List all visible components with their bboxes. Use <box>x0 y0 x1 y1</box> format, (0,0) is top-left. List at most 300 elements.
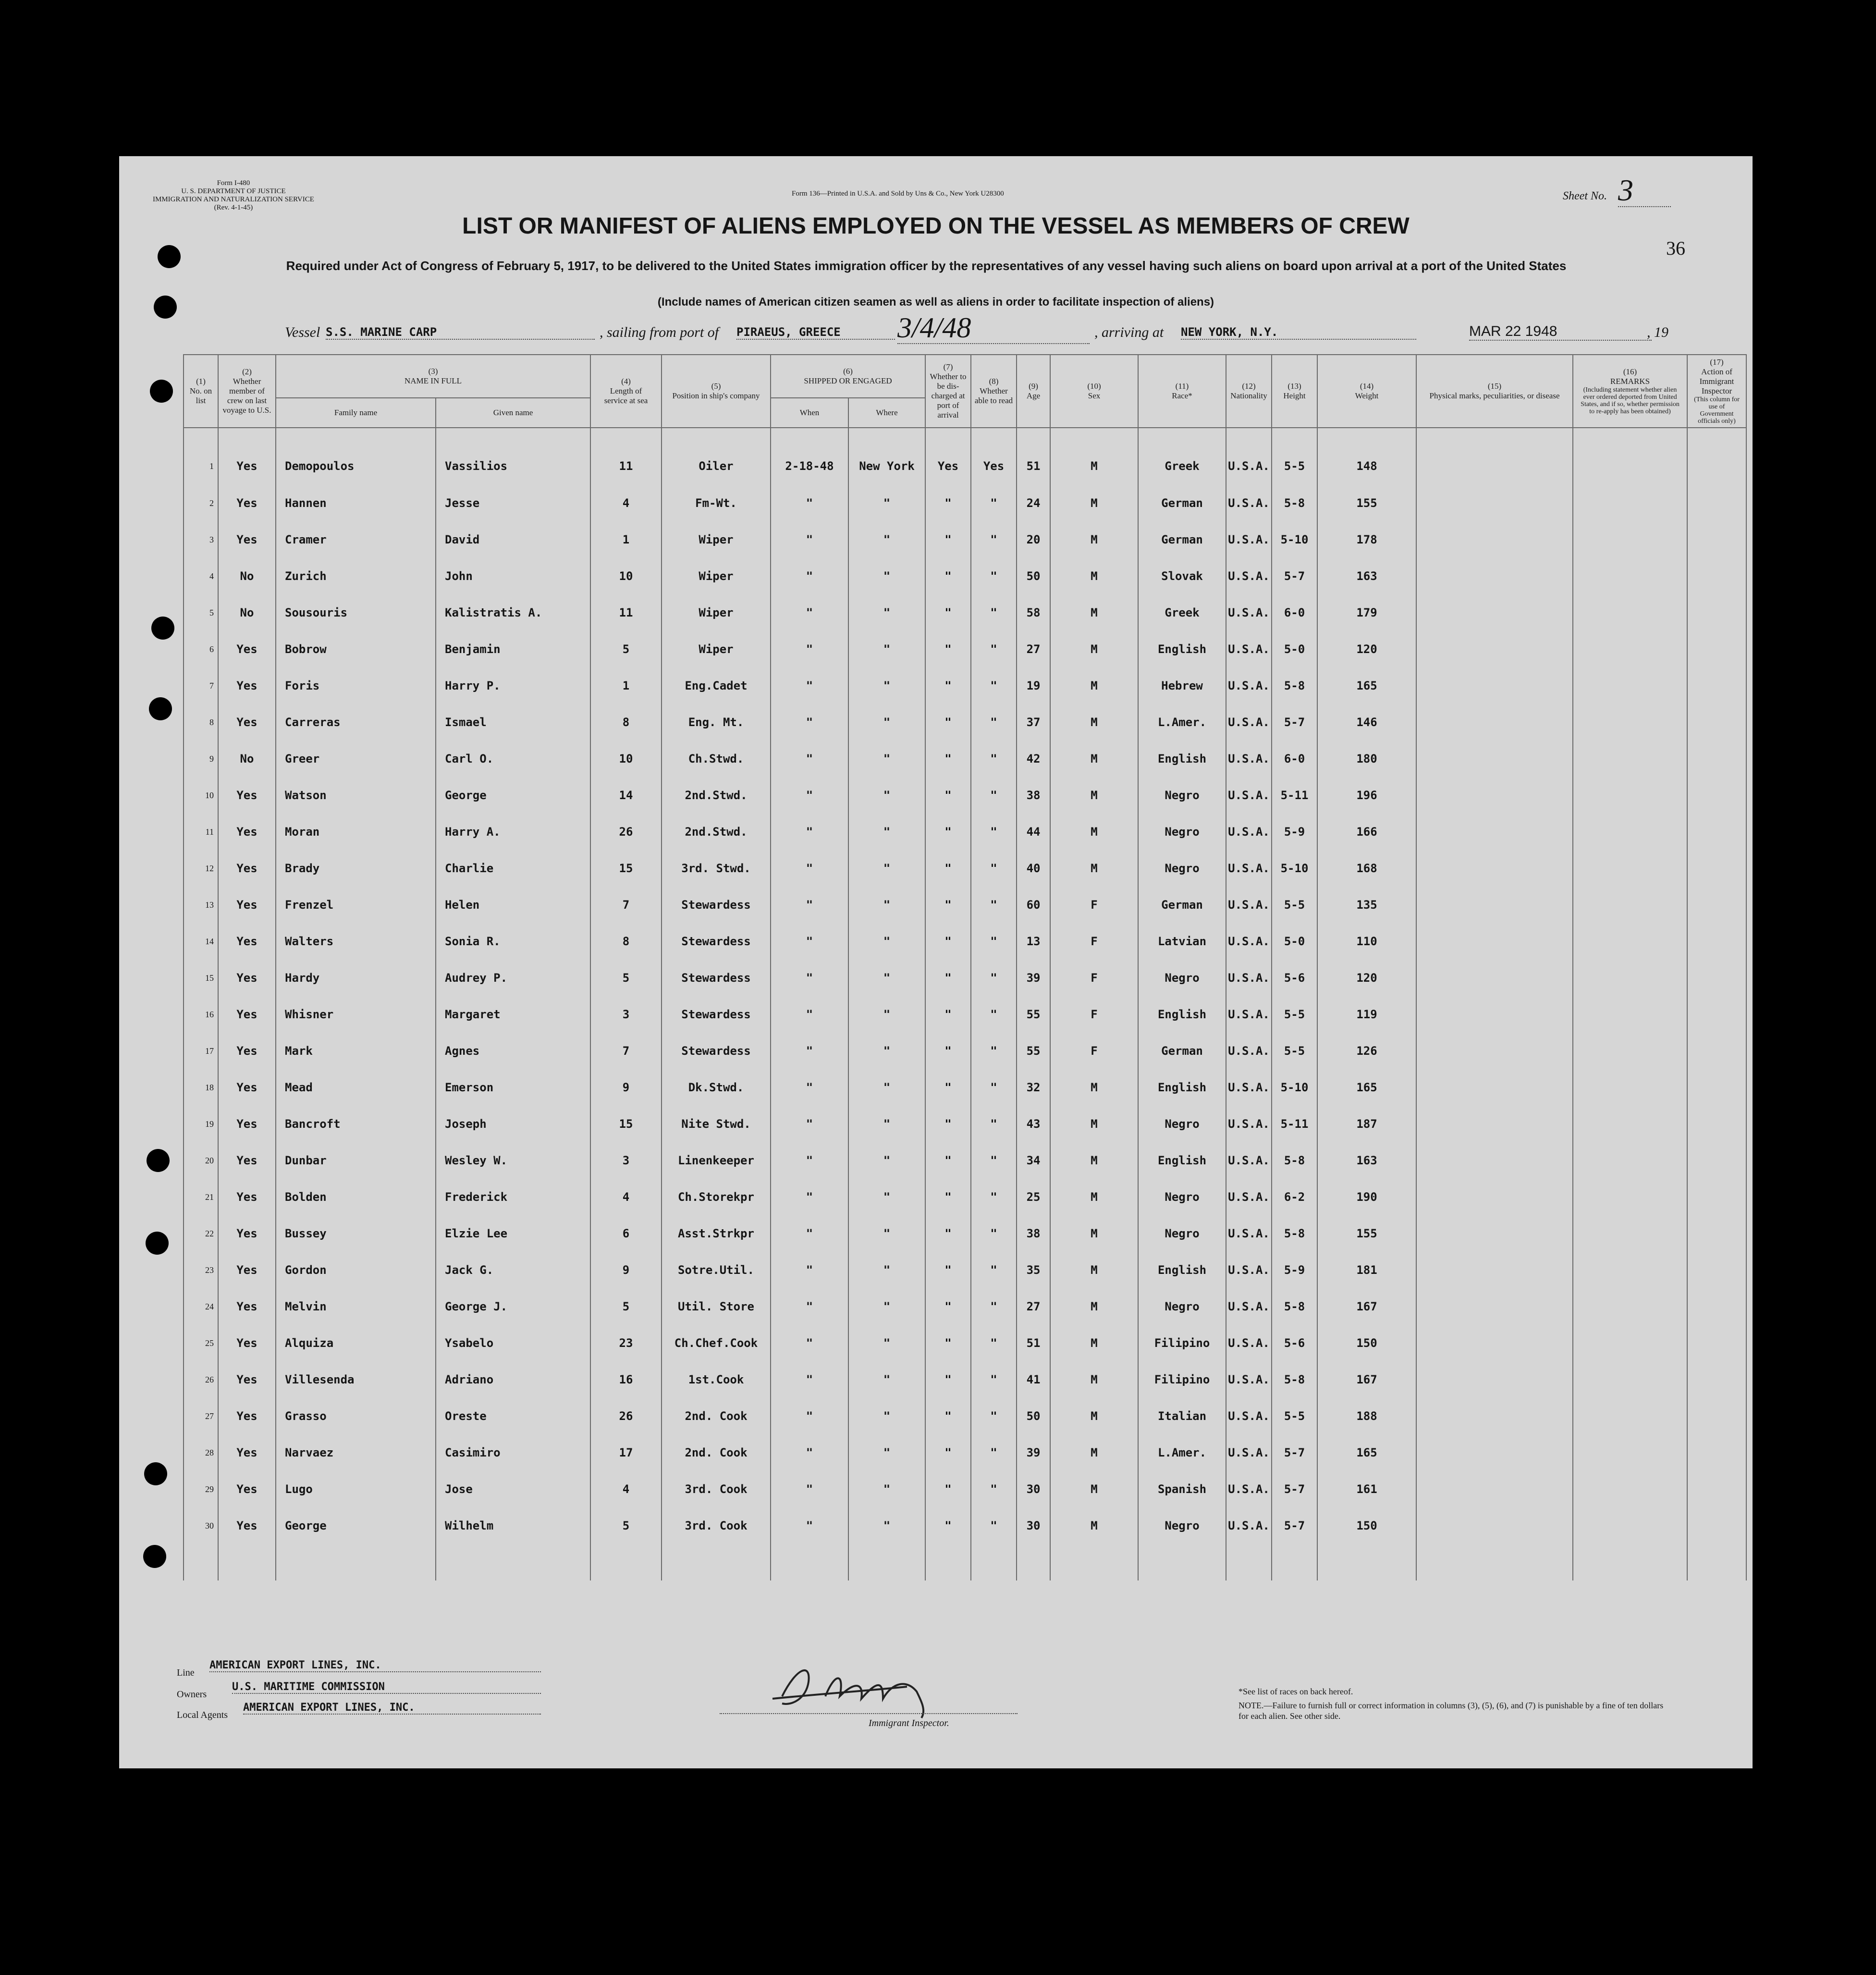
inspector-action <box>1687 1507 1746 1544</box>
race: German <box>1138 1033 1226 1069</box>
nationality: U.S.A. <box>1226 1507 1272 1544</box>
table-row <box>184 1106 1746 1142</box>
race: German <box>1138 485 1226 521</box>
family-name: Hannen <box>276 485 436 521</box>
physical-marks <box>1416 1252 1573 1288</box>
shipped-where: " <box>848 887 925 923</box>
family-name-header: Family name <box>276 398 436 428</box>
punch-hole <box>143 1545 166 1568</box>
family-name: Carreras <box>276 704 436 741</box>
inspector-action <box>1687 1252 1746 1288</box>
given-name: Kalistratis A. <box>436 594 590 631</box>
remarks <box>1573 1471 1687 1507</box>
position: Fm-Wt. <box>662 485 771 521</box>
discharged: " <box>925 741 971 777</box>
position: Wiper <box>662 558 771 594</box>
sex: M <box>1050 741 1138 777</box>
table-row <box>184 1288 1746 1325</box>
col11-header: (11) Race* <box>1138 355 1226 428</box>
given-name: Wesley W. <box>436 1142 590 1179</box>
previous-voyage: Yes <box>218 887 276 923</box>
position: 2nd.Stwd. <box>662 814 771 850</box>
remarks <box>1573 996 1687 1033</box>
arriving-label: , arriving at <box>1094 324 1164 340</box>
inspector-action <box>1687 1288 1746 1325</box>
family-name: Brady <box>276 850 436 887</box>
given-name: Ismael <box>436 704 590 741</box>
previous-voyage: Yes <box>218 960 276 996</box>
shipped-when: " <box>771 1215 848 1252</box>
manifest-sheet <box>119 156 1753 1768</box>
able-to-read: " <box>971 887 1017 923</box>
previous-voyage: Yes <box>218 996 276 1033</box>
race: Filipino <box>1138 1325 1226 1361</box>
position: Stewardess <box>662 887 771 923</box>
age: 39 <box>1017 960 1050 996</box>
height: 5-5 <box>1272 1398 1317 1434</box>
sex: M <box>1050 594 1138 631</box>
race: L.Amer. <box>1138 704 1226 741</box>
agents-value: AMERICAN EXPORT LINES, INC. <box>243 1702 541 1715</box>
remarks <box>1573 1252 1687 1288</box>
row-number: 30 <box>184 1507 218 1544</box>
weight: 196 <box>1317 777 1416 814</box>
able-to-read: " <box>971 1288 1017 1325</box>
shipped-when: 2-18-48 <box>771 428 848 485</box>
remarks <box>1573 1398 1687 1434</box>
nationality: U.S.A. <box>1226 667 1272 704</box>
age: 30 <box>1017 1471 1050 1507</box>
nationality: U.S.A. <box>1226 1069 1272 1106</box>
age: 27 <box>1017 1288 1050 1325</box>
position: Stewardess <box>662 960 771 996</box>
row-number: 2 <box>184 485 218 521</box>
remarks <box>1573 1434 1687 1471</box>
family-name: Dunbar <box>276 1142 436 1179</box>
service-length: 26 <box>590 814 662 850</box>
remarks <box>1573 485 1687 521</box>
nationality: U.S.A. <box>1226 1398 1272 1434</box>
arrival-date-stamp: MAR 22 1948 <box>1469 323 1652 341</box>
age: 50 <box>1017 558 1050 594</box>
previous-voyage: No <box>218 741 276 777</box>
year-label: , 19 <box>1647 324 1668 340</box>
race: English <box>1138 631 1226 667</box>
physical-marks <box>1416 558 1573 594</box>
sex: M <box>1050 1434 1138 1471</box>
previous-voyage: Yes <box>218 923 276 960</box>
position: 1st.Cook <box>662 1361 771 1398</box>
shipped-where: " <box>848 1471 925 1507</box>
weight: 120 <box>1317 631 1416 667</box>
race: Negro <box>1138 1179 1226 1215</box>
position: Ch.Chef.Cook <box>662 1325 771 1361</box>
service-length: 14 <box>590 777 662 814</box>
weight: 119 <box>1317 996 1416 1033</box>
able-to-read: " <box>971 777 1017 814</box>
punch-hole <box>144 1462 167 1485</box>
sex: M <box>1050 667 1138 704</box>
shipped-where: " <box>848 1361 925 1398</box>
remarks <box>1573 814 1687 850</box>
given-name: Elzie Lee <box>436 1215 590 1252</box>
family-name: Mark <box>276 1033 436 1069</box>
discharged: " <box>925 558 971 594</box>
position: Ch.Stwd. <box>662 741 771 777</box>
race: Negro <box>1138 960 1226 996</box>
table-row <box>184 428 1746 485</box>
age: 35 <box>1017 1252 1050 1288</box>
previous-voyage: Yes <box>218 704 276 741</box>
table-row <box>184 631 1746 667</box>
height: 5-5 <box>1272 428 1317 485</box>
shipped-where: " <box>848 704 925 741</box>
sailing-label: , sailing from port of <box>600 324 719 340</box>
family-name: Zurich <box>276 558 436 594</box>
race: Greek <box>1138 594 1226 631</box>
service-length: 15 <box>590 1106 662 1142</box>
col5-header: (5) Position in ship's company <box>662 355 771 428</box>
vessel-name: S.S. MARINE CARP <box>326 325 595 340</box>
remarks <box>1573 1106 1687 1142</box>
physical-marks <box>1416 923 1573 960</box>
age: 44 <box>1017 814 1050 850</box>
shipped-where: " <box>848 996 925 1033</box>
shipped-where: " <box>848 1398 925 1434</box>
age: 58 <box>1017 594 1050 631</box>
family-name: Cramer <box>276 521 436 558</box>
position: Asst.Strkpr <box>662 1215 771 1252</box>
row-number: 28 <box>184 1434 218 1471</box>
shipped-when: " <box>771 850 848 887</box>
service-length: 11 <box>590 428 662 485</box>
shipped-where: " <box>848 1033 925 1069</box>
discharged: " <box>925 1325 971 1361</box>
sex: M <box>1050 1106 1138 1142</box>
table-row <box>184 1434 1746 1471</box>
service-length: 10 <box>590 558 662 594</box>
inspector-action <box>1687 485 1746 521</box>
physical-marks <box>1416 594 1573 631</box>
age: 40 <box>1017 850 1050 887</box>
height: 5-5 <box>1272 887 1317 923</box>
height: 5-10 <box>1272 521 1317 558</box>
remarks <box>1573 850 1687 887</box>
shipped-when: " <box>771 631 848 667</box>
sex: M <box>1050 1507 1138 1544</box>
given-name: Vassilios <box>436 428 590 485</box>
inspector-action <box>1687 631 1746 667</box>
sex: M <box>1050 1179 1138 1215</box>
previous-voyage: Yes <box>218 1507 276 1544</box>
col14-header: (14) Weight <box>1317 355 1416 428</box>
inspector-action <box>1687 1325 1746 1361</box>
family-name: Gordon <box>276 1252 436 1288</box>
nationality: U.S.A. <box>1226 1033 1272 1069</box>
given-name: Ysabelo <box>436 1325 590 1361</box>
previous-voyage: Yes <box>218 1471 276 1507</box>
nationality: U.S.A. <box>1226 1179 1272 1215</box>
shipped-where: " <box>848 667 925 704</box>
able-to-read: " <box>971 996 1017 1033</box>
able-to-read: " <box>971 521 1017 558</box>
race: Negro <box>1138 814 1226 850</box>
nationality: U.S.A. <box>1226 741 1272 777</box>
race: Italian <box>1138 1398 1226 1434</box>
inspector-action <box>1687 1434 1746 1471</box>
previous-voyage: Yes <box>218 777 276 814</box>
able-to-read: " <box>971 1215 1017 1252</box>
remarks <box>1573 1507 1687 1544</box>
sex: M <box>1050 1288 1138 1325</box>
remarks <box>1573 741 1687 777</box>
nationality: U.S.A. <box>1226 1288 1272 1325</box>
col17-header: (17) Action of Immigrant Inspector (This column for use of Government officials only) <box>1687 355 1746 428</box>
previous-voyage: Yes <box>218 1252 276 1288</box>
discharged: " <box>925 1215 971 1252</box>
height: 6-0 <box>1272 741 1317 777</box>
sex: F <box>1050 996 1138 1033</box>
table-row <box>184 667 1746 704</box>
inspector-action <box>1687 1398 1746 1434</box>
discharged: " <box>925 1434 971 1471</box>
nationality: U.S.A. <box>1226 1252 1272 1288</box>
nationality: U.S.A. <box>1226 996 1272 1033</box>
shipped-where: " <box>848 960 925 996</box>
shipped-when: " <box>771 923 848 960</box>
service-length: 11 <box>590 594 662 631</box>
page-stamp: 36 <box>1666 237 1685 259</box>
shipped-when: " <box>771 1179 848 1215</box>
position: Wiper <box>662 631 771 667</box>
shipped-when: " <box>771 1106 848 1142</box>
able-to-read: " <box>971 558 1017 594</box>
able-to-read: " <box>971 631 1017 667</box>
col2-header: (2) Whether member of crew on last voyage to U.S. <box>218 355 276 428</box>
row-number: 7 <box>184 667 218 704</box>
shipped-where: " <box>848 1106 925 1142</box>
previous-voyage: Yes <box>218 1434 276 1471</box>
discharged: " <box>925 1069 971 1106</box>
physical-marks <box>1416 1434 1573 1471</box>
service-length: 23 <box>590 1325 662 1361</box>
given-name-header: Given name <box>436 398 590 428</box>
nationality: U.S.A. <box>1226 704 1272 741</box>
height: 5-7 <box>1272 1434 1317 1471</box>
sex: M <box>1050 1361 1138 1398</box>
able-to-read: " <box>971 1069 1017 1106</box>
shipped-where: " <box>848 558 925 594</box>
weight: 120 <box>1317 960 1416 996</box>
height: 5-5 <box>1272 996 1317 1033</box>
departure-port: PIRAEUS, GREECE <box>736 325 895 340</box>
previous-voyage: Yes <box>218 485 276 521</box>
col6-header: (6) SHIPPED OR ENGAGED <box>771 355 925 398</box>
shipped-where: New York <box>848 428 925 485</box>
table-row <box>184 777 1746 814</box>
race: Slovak <box>1138 558 1226 594</box>
row-number: 20 <box>184 1142 218 1179</box>
table-row <box>184 558 1746 594</box>
height: 5-7 <box>1272 704 1317 741</box>
sex: M <box>1050 1471 1138 1507</box>
inspector-action <box>1687 428 1746 485</box>
table-row <box>184 1471 1746 1507</box>
sex: M <box>1050 1398 1138 1434</box>
form-id-block <box>153 179 314 212</box>
given-name: David <box>436 521 590 558</box>
remarks <box>1573 1142 1687 1179</box>
row-number: 25 <box>184 1325 218 1361</box>
remarks <box>1573 631 1687 667</box>
row-number: 29 <box>184 1471 218 1507</box>
punch-hole <box>151 617 174 640</box>
sex: M <box>1050 1215 1138 1252</box>
nationality: U.S.A. <box>1226 1106 1272 1142</box>
service-length: 4 <box>590 1179 662 1215</box>
previous-voyage: Yes <box>218 1325 276 1361</box>
physical-marks <box>1416 741 1573 777</box>
able-to-read: " <box>971 667 1017 704</box>
weight: 166 <box>1317 814 1416 850</box>
nationality: U.S.A. <box>1226 850 1272 887</box>
inspector-action <box>1687 521 1746 558</box>
physical-marks <box>1416 1398 1573 1434</box>
shipped-when: " <box>771 1434 848 1471</box>
race-footnote: *See list of races on back hereof. <box>1238 1687 1353 1696</box>
previous-voyage: No <box>218 594 276 631</box>
shipped-where: " <box>848 485 925 521</box>
given-name: John <box>436 558 590 594</box>
row-number: 17 <box>184 1033 218 1069</box>
vessel-label: Vessel <box>285 324 320 340</box>
inspector-action <box>1687 741 1746 777</box>
weight: 135 <box>1317 887 1416 923</box>
row-number: 10 <box>184 777 218 814</box>
table-row <box>184 850 1746 887</box>
service-length: 4 <box>590 485 662 521</box>
nationality: U.S.A. <box>1226 1215 1272 1252</box>
table-row <box>184 1033 1746 1069</box>
able-to-read: " <box>971 594 1017 631</box>
sheet-number: 3 <box>1618 174 1671 207</box>
sex: F <box>1050 960 1138 996</box>
form-title: LIST OR MANIFEST OF ALIENS EMPLOYED ON THE VESSEL AS MEMBERS OF CREW <box>462 213 1410 239</box>
service-length: 1 <box>590 667 662 704</box>
family-name: Frenzel <box>276 887 436 923</box>
table-row <box>184 741 1746 777</box>
nationality: U.S.A. <box>1226 1325 1272 1361</box>
age: 51 <box>1017 428 1050 485</box>
position: Sotre.Util. <box>662 1252 771 1288</box>
shipped-when: " <box>771 777 848 814</box>
discharged: " <box>925 1142 971 1179</box>
owners-label: Owners <box>177 1689 207 1700</box>
shipped-where: " <box>848 1288 925 1325</box>
row-number: 24 <box>184 1288 218 1325</box>
discharged: " <box>925 960 971 996</box>
physical-marks <box>1416 1325 1573 1361</box>
discharged: " <box>925 1361 971 1398</box>
height: 5-11 <box>1272 777 1317 814</box>
shipped-when: " <box>771 996 848 1033</box>
able-to-read: " <box>971 1361 1017 1398</box>
discharged: " <box>925 923 971 960</box>
position: Wiper <box>662 521 771 558</box>
punch-hole <box>146 1232 169 1255</box>
discharged: " <box>925 521 971 558</box>
shipped-when: " <box>771 741 848 777</box>
row-number: 9 <box>184 741 218 777</box>
discharged: " <box>925 1288 971 1325</box>
col4-header: (4) Length of service at sea <box>590 355 662 428</box>
weight: 163 <box>1317 558 1416 594</box>
able-to-read: " <box>971 741 1017 777</box>
weight: 150 <box>1317 1507 1416 1544</box>
position: 2nd.Stwd. <box>662 777 771 814</box>
discharged: " <box>925 887 971 923</box>
age: 41 <box>1017 1361 1050 1398</box>
previous-voyage: Yes <box>218 428 276 485</box>
age: 60 <box>1017 887 1050 923</box>
height: 5-10 <box>1272 1069 1317 1106</box>
discharged: " <box>925 667 971 704</box>
weight: 165 <box>1317 1434 1416 1471</box>
inspector-action <box>1687 814 1746 850</box>
height: 5-8 <box>1272 1288 1317 1325</box>
shipped-where: " <box>848 1142 925 1179</box>
sheet-label: Sheet No. <box>1563 190 1607 202</box>
weight: 155 <box>1317 485 1416 521</box>
remarks <box>1573 1288 1687 1325</box>
height: 5-6 <box>1272 960 1317 996</box>
discharged: Yes <box>925 428 971 485</box>
physical-marks <box>1416 485 1573 521</box>
weight: 179 <box>1317 594 1416 631</box>
remarks <box>1573 777 1687 814</box>
inspector-label: Immigrant Inspector. <box>869 1718 949 1728</box>
previous-voyage: Yes <box>218 850 276 887</box>
nationality: U.S.A. <box>1226 521 1272 558</box>
physical-marks <box>1416 1179 1573 1215</box>
given-name: Oreste <box>436 1398 590 1434</box>
service-length: 5 <box>590 960 662 996</box>
when-header: When <box>771 398 848 428</box>
remarks <box>1573 1033 1687 1069</box>
height: 5-9 <box>1272 814 1317 850</box>
shipped-when: " <box>771 1471 848 1507</box>
nationality: U.S.A. <box>1226 923 1272 960</box>
punch-hole <box>158 245 181 268</box>
crew-rows <box>184 428 1746 1544</box>
weight: 178 <box>1317 521 1416 558</box>
physical-marks <box>1416 1033 1573 1069</box>
weight: 110 <box>1317 923 1416 960</box>
service-length: 15 <box>590 850 662 887</box>
height: 6-0 <box>1272 594 1317 631</box>
physical-marks <box>1416 1106 1573 1142</box>
given-name: Joseph <box>436 1106 590 1142</box>
table-row <box>184 704 1746 741</box>
shipped-when: " <box>771 667 848 704</box>
age: 19 <box>1017 667 1050 704</box>
height: 5-0 <box>1272 631 1317 667</box>
shipped-where: " <box>848 1069 925 1106</box>
col15-header: (15) Physical marks, peculiarities, or disease <box>1416 355 1573 428</box>
position: 3rd. Stwd. <box>662 850 771 887</box>
service-length: 5 <box>590 1288 662 1325</box>
inspector-action <box>1687 960 1746 996</box>
